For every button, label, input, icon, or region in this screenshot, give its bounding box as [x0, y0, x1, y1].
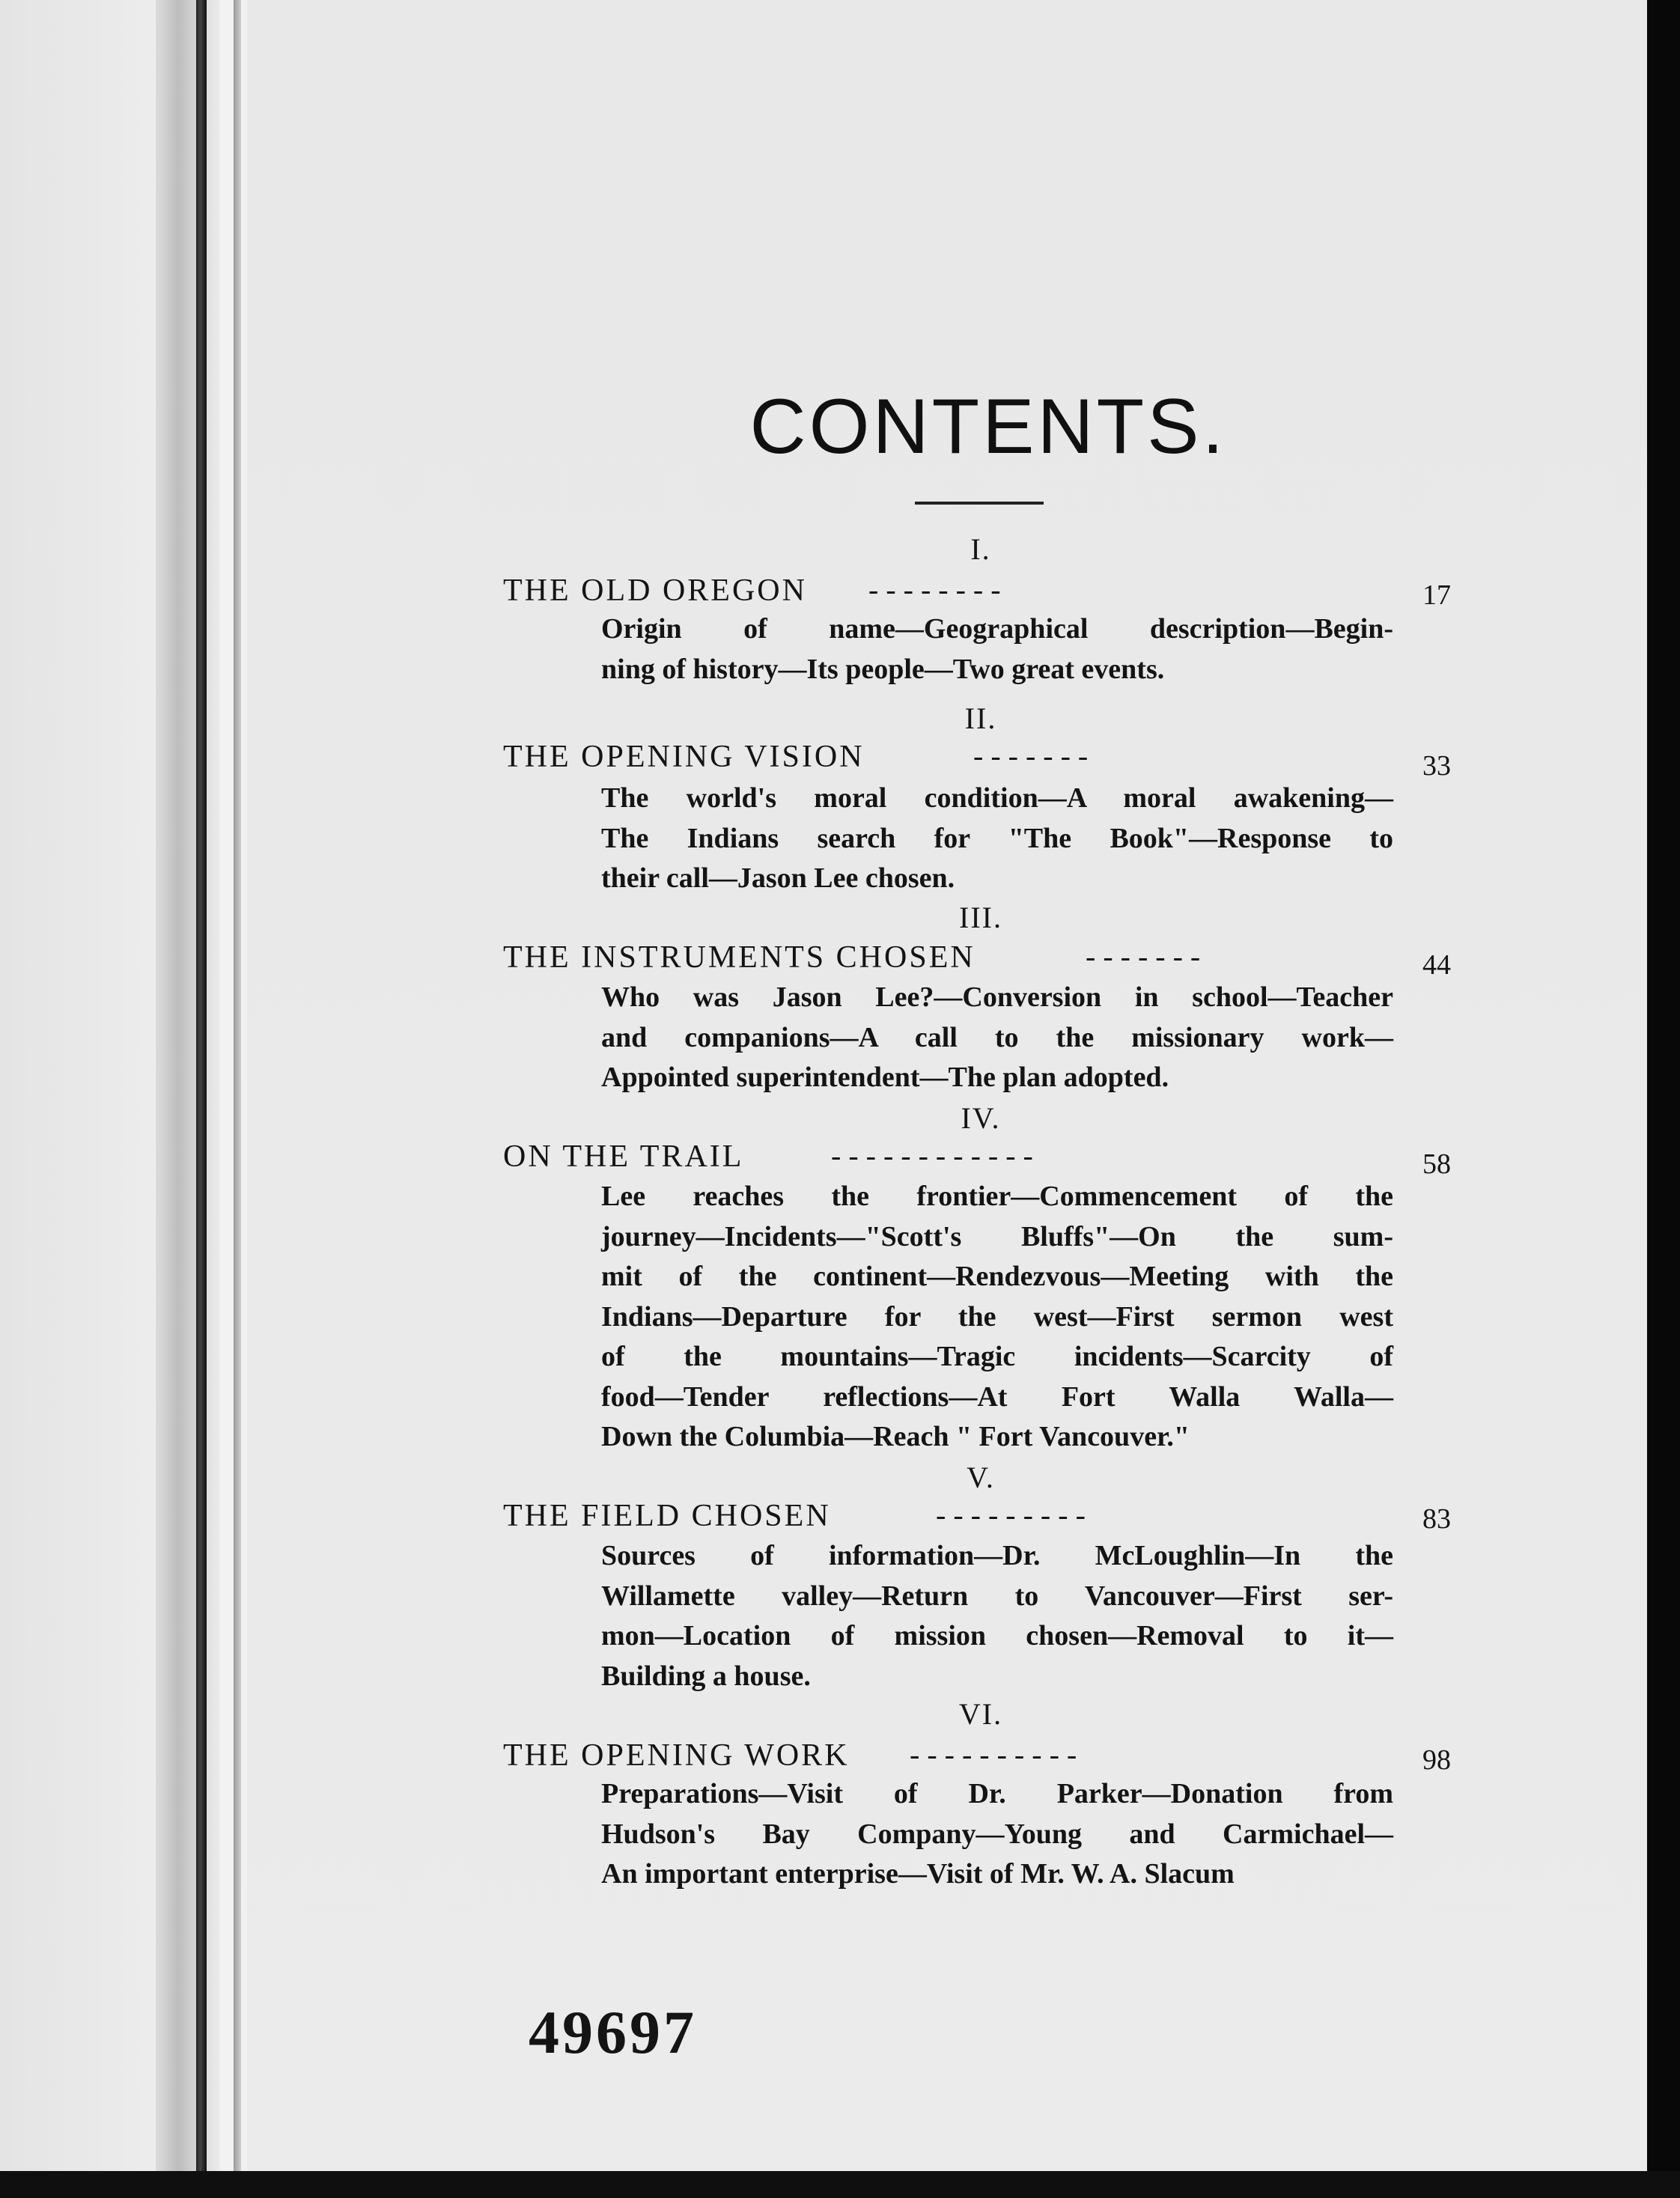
chapter-title: ON THE TRAIL — [503, 1139, 744, 1174]
page-number: 83 — [1422, 1503, 1451, 1535]
dot-leader: - - - - - - - - - - — [910, 1738, 1077, 1771]
chapter-summary — [601, 779, 1393, 899]
summary-line: Appointed superintendent—The plan adopted. — [601, 1062, 1169, 1093]
chapter-numeral: IV. — [961, 1101, 1001, 1135]
chapter-summary — [601, 1774, 1393, 1895]
summary-line: Preparations—Visit of Dr. Parker—Donation from — [601, 1778, 1393, 1809]
chapter-summary — [601, 1536, 1393, 1696]
book-spine-shadow — [156, 0, 220, 2198]
chapter-title: THE OLD OREGON — [503, 573, 807, 608]
chapter-title: THE OPENING WORK — [503, 1738, 850, 1773]
summary-line: and companions—A call to the missionary work— — [601, 1021, 1393, 1053]
chapter-title: THE INSTRUMENTS CHOSEN — [503, 940, 976, 975]
scan-border-right — [1647, 0, 1680, 2198]
chapter-title: THE FIELD CHOSEN — [503, 1499, 831, 1533]
summary-line: Sources of information—Dr. McLoughlin—In the — [601, 1540, 1393, 1571]
chapter-summary — [601, 1177, 1393, 1458]
chapter-title: THE OPENING VISION — [503, 740, 865, 774]
heading-rule — [915, 502, 1044, 505]
summary-line: of the mountains—Tragic incidents—Scarcity of — [601, 1341, 1393, 1372]
chapter-numeral: I. — [970, 532, 991, 566]
chapter-numeral: V. — [967, 1461, 995, 1494]
chapter-numeral: VI. — [958, 1697, 1003, 1731]
summary-line: Willamette valley—Return to Vancouver—First ser- — [601, 1580, 1393, 1612]
summary-line: Building a house. — [601, 1660, 811, 1692]
chapter-numeral: II. — [964, 701, 997, 735]
summary-line: mon—Location of mission chosen—Removal to it— — [601, 1620, 1393, 1651]
summary-line: their call—Jason Lee chosen. — [601, 862, 955, 894]
summary-line: food—Tender reflections—At Fort Walla Walla— — [601, 1380, 1393, 1413]
page-number: 98 — [1422, 1744, 1451, 1776]
page-number: 17 — [1422, 579, 1451, 611]
chapter-summary — [601, 978, 1393, 1098]
summary-line: Who was Jason Lee?—Conversion in school—Teacher — [601, 981, 1393, 1013]
summary-line: Origin of name—Geographical description—Begin- — [601, 613, 1393, 645]
contents-heading: CONTENTS. — [749, 383, 1227, 470]
page-number: 33 — [1422, 750, 1451, 782]
dot-leader: - - - - - - - - - — [936, 1498, 1086, 1532]
page-number: 44 — [1422, 949, 1451, 981]
dot-leader: - - - - - - - — [973, 739, 1089, 773]
summary-line: The world's moral condition—A moral awakening— — [601, 782, 1393, 814]
dot-leader: - - - - - - - - - - - - — [831, 1139, 1033, 1172]
book-gutter-edge — [234, 0, 241, 2198]
dot-leader: - - - - - - - — [1086, 940, 1201, 973]
summary-line: The Indians search for "The Book"—Response to — [601, 822, 1393, 854]
summary-line: Hudson's Bay Company—Young and Carmichael— — [601, 1818, 1393, 1850]
summary-line: An important enterprise—Visit of Mr. W. A. Slacum — [601, 1858, 1235, 1890]
summary-line: Indians—Departure for the west—First sermon west — [601, 1300, 1393, 1333]
library-stamp-number: 49697 — [529, 1998, 697, 2066]
book-gutter-line — [196, 0, 207, 2198]
summary-line: Lee reaches the frontier—Commencement of the — [601, 1181, 1393, 1212]
page-number: 58 — [1422, 1148, 1451, 1180]
dot-leader: - - - - - - - - — [868, 573, 1001, 606]
summary-line: journey—Incidents—"Scott's Bluffs"—On the sum- — [601, 1220, 1393, 1252]
summary-line: mit of the continent—Rendezvous—Meeting with the — [601, 1261, 1393, 1292]
chapter-numeral: III. — [959, 901, 1002, 934]
summary-line: Down the Columbia—Reach " Fort Vancouver." — [601, 1421, 1190, 1452]
chapter-summary — [601, 609, 1393, 689]
scan-border-bottom — [0, 2171, 1680, 2198]
summary-line: ning of history—Its people—Two great events. — [601, 653, 1165, 685]
